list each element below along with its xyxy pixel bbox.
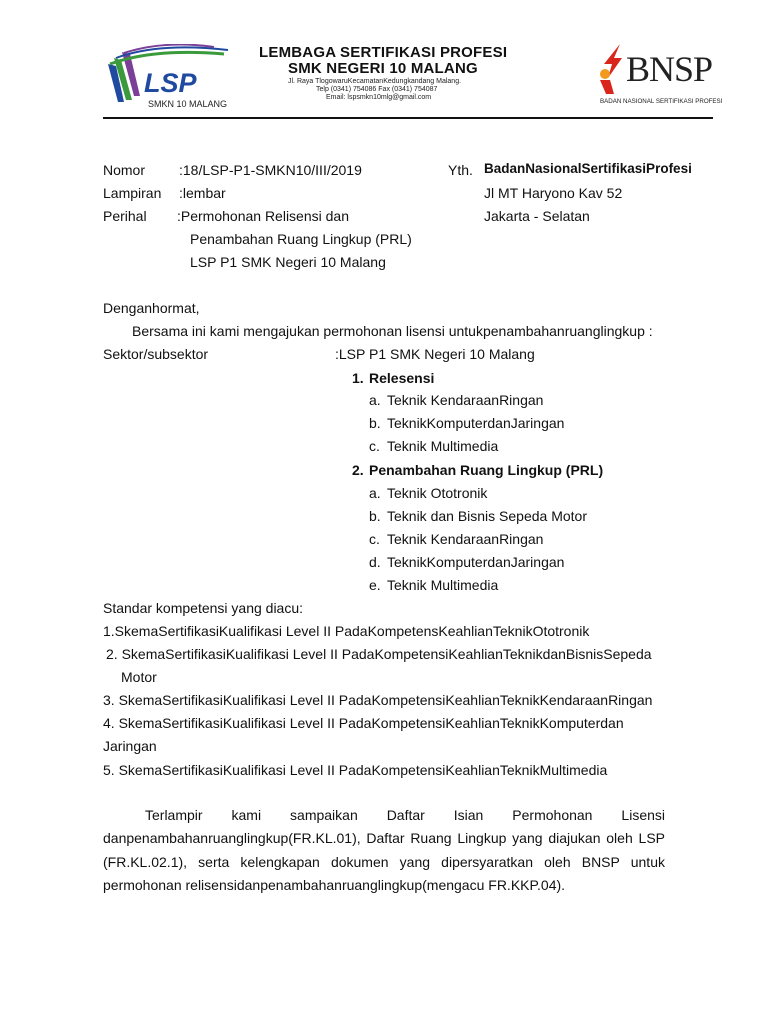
org-address: Jl. Raya TlogowaruKecamatanKedungkandang Malang. <box>288 78 462 85</box>
list-item-text: Teknik Ototronik <box>387 485 488 501</box>
list-item-text: TeknikKomputerdanJaringan <box>387 554 565 570</box>
greeting: Denganhormat, <box>103 300 200 316</box>
list-item <box>369 485 487 501</box>
list-item <box>369 554 564 570</box>
closing-paragraph <box>103 804 665 897</box>
perihal-value-2: Penambahan Ruang Lingkup (PRL) <box>190 231 412 247</box>
list-item-letter: c. <box>369 531 380 547</box>
lsp-logo-subtext: SMKN 10 MALANG <box>148 99 228 109</box>
bnsp-logo <box>596 42 723 110</box>
list-item-text: TeknikKomputerdanJaringan <box>387 415 565 431</box>
org-name-line2: SMK NEGERI 10 MALANG <box>288 60 478 77</box>
standar-item-4: 4. SkemaSertifikasiKualifikasi Level II PadaKompetensiKeahlianTeknikKomputerdan <box>103 715 624 731</box>
header-divider <box>103 117 713 119</box>
org-email: Email: lspsmkn10mlg@gmail.com <box>326 94 432 101</box>
standar-item-2-cont: Motor <box>121 669 157 685</box>
bnsp-logo-subtext: BADAN NASIONAL SERTIFIKASI PROFESI <box>600 98 723 105</box>
section2-title: Penambahan Ruang Lingkup (PRL) <box>369 462 604 478</box>
list-item <box>369 577 498 593</box>
list-item-text: Teknik Multimedia <box>387 438 499 454</box>
list-item-letter: b. <box>369 415 381 431</box>
standar-label: Standar kompetensi yang diacu: <box>103 600 304 616</box>
list-item <box>369 531 543 547</box>
standar-item-2: 2. SkemaSertifikasiKualifikasi Level II PadaKompetensiKeahlianTeknikdanBisnisSepeda <box>106 646 652 662</box>
closing-line-3: (FR.KL.02.1), serta kelengkapan dokumen yang dipersyaratkan oleh BNSP untuk <box>103 853 665 870</box>
sektor-label: Sektor/subsektor <box>103 346 209 362</box>
org-name-line1: LEMBAGA SERTIFIKASI PROFESI <box>259 44 508 61</box>
intro-text: Bersama ini kami mengajukan permohonan lisensi untukpenambahanruanglingkup : <box>132 323 653 339</box>
list-item <box>369 508 587 524</box>
list-item-letter: a. <box>369 485 381 501</box>
list-item-letter: d. <box>369 554 381 570</box>
standar-item-3: 3. SkemaSertifikasiKualifikasi Level II PadaKompetensiKeahlianTeknikKendaraanRingan <box>103 692 653 708</box>
list-item-text: Teknik dan Bisnis Sepeda Motor <box>387 508 587 524</box>
closing-line-2: danpenambahanruanglingkup(FR.KL.01), Daftar Ruang Lingkup yang diajukan oleh LSP <box>103 830 665 847</box>
lampiran-label: Lampiran <box>103 185 162 201</box>
list-item <box>369 392 543 408</box>
section1-title: Relesensi <box>369 370 435 386</box>
nomor-value: :18/LSP-P1-SMKN10/III/2019 <box>179 162 362 178</box>
section2-number: 2. <box>352 462 364 478</box>
recipient-address-2: Jakarta - Selatan <box>484 208 590 224</box>
list-item-text: Teknik Multimedia <box>387 577 499 593</box>
sektor-value: :LSP P1 SMK Negeri 10 Malang <box>335 346 535 362</box>
list-item-text: Teknik KendaraanRingan <box>387 392 544 408</box>
recipient-address-1: Jl MT Haryono Kav 52 <box>484 185 623 201</box>
nomor-label: Nomor <box>103 162 146 178</box>
org-phone: Telp (0341) 754086 Fax (0341) 754087 <box>316 86 438 93</box>
list-item-letter: c. <box>369 438 380 454</box>
perihal-value-3: LSP P1 SMK Negeri 10 Malang <box>190 254 386 270</box>
bnsp-logo-emblem <box>596 44 626 96</box>
standar-item-4-cont: Jaringan <box>103 738 157 754</box>
standar-item-1: 1.SkemaSertifikasiKualifikasi Level II PadaKompetensKeahlianTeknikOtotronik <box>103 623 590 639</box>
list-item-letter: a. <box>369 392 381 408</box>
list-item-text: Teknik KendaraanRingan <box>387 531 544 547</box>
lsp-logo-text: LSP <box>144 68 197 98</box>
section1-number: 1. <box>352 370 364 386</box>
closing-line-1: Terlampir kami sampaikan Daftar Isian Permohonan Lisensi <box>145 807 665 823</box>
perihal-value-1: :Permohonan Relisensi dan <box>177 208 349 224</box>
recipient-name: BadanNasionalSertifikasiProfesi <box>484 161 692 176</box>
list-item <box>369 438 498 454</box>
list-item-letter: e. <box>369 577 381 593</box>
perihal-label: Perihal <box>103 208 147 224</box>
bnsp-logo-text: BNSP <box>626 49 713 89</box>
lampiran-value: :lembar <box>179 185 226 201</box>
lsp-logo <box>104 44 234 114</box>
list-item-letter: b. <box>369 508 381 524</box>
standar-item-5: 5. SkemaSertifikasiKualifikasi Level II PadaKompetensiKeahlianTeknikMultimedia <box>103 762 608 778</box>
yth-label: Yth. <box>448 162 473 178</box>
closing-line-4: permohonan relisensidanpenambahanruanglingkup(mengacu FR.KKP.04). <box>103 876 566 893</box>
list-item <box>369 415 564 431</box>
